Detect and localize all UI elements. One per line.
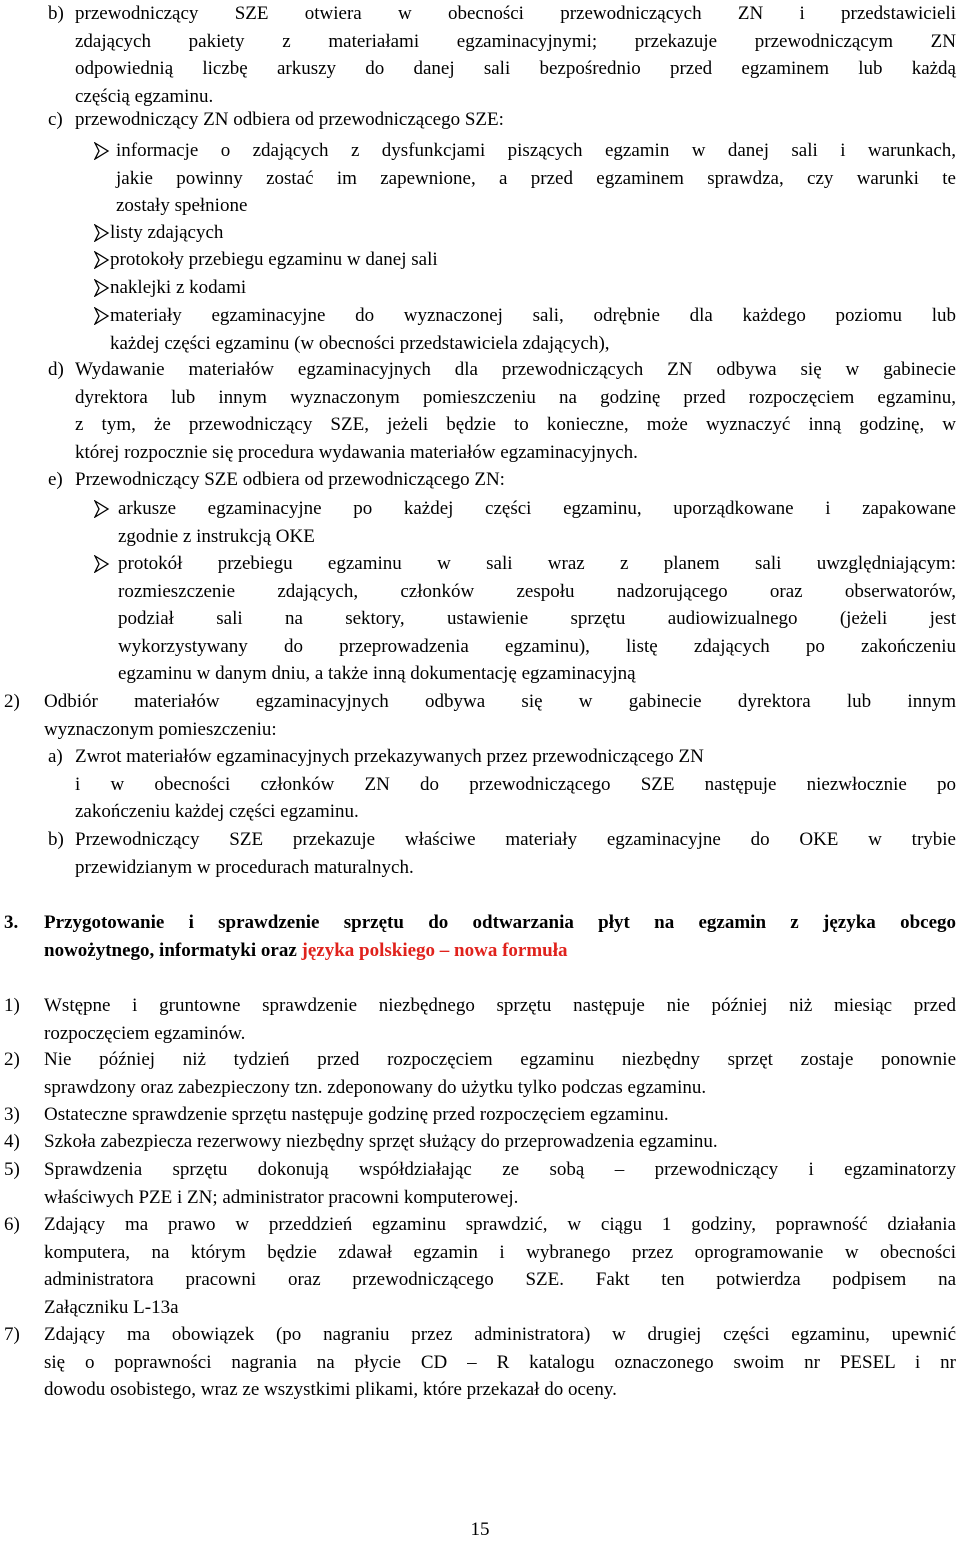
arrowhead-bullet-icon: [94, 555, 110, 573]
item-intro: Przewodniczący SZE odbiera od przewodniczącego ZN:: [75, 469, 505, 490]
paragraph-line: dowodu osobistego, wraz ze wszystkimi plikami, które przekazał do oceny.: [44, 1379, 617, 1400]
paragraph-line: Sprawdzenia sprzętu dokonują współdziałając ze sobą – przewodniczący i egzaminatorzy: [44, 1159, 956, 1180]
paragraph-line: rozpoczęciem egzaminów.: [44, 1022, 246, 1044]
section-title-line: [44, 937, 956, 965]
list-marker: 2): [4, 1049, 20, 1070]
list-marker: a): [48, 746, 63, 767]
paragraph-line: materiały egzaminacyjne do wyznaczonej sali, odrębnie dla każdego poziomu lub: [110, 305, 956, 326]
section-number: 3.: [4, 912, 19, 933]
paragraph-line: częścią egzaminu.: [75, 85, 214, 107]
paragraph-line: wyznaczonym pomieszczeniu:: [44, 718, 277, 740]
list-marker: 7): [4, 1324, 20, 1345]
paragraph-line: Przewodniczący SZE przekazuje właściwe materiały egzaminacyjne do OKE w trybie: [75, 829, 956, 850]
list-marker: 2): [4, 691, 20, 712]
paragraph-line: każdej części egzaminu (w obecności przedstawiciela zdających),: [110, 332, 610, 354]
paragraph-line: przewodniczący SZE otwiera w obecności przewodniczących ZN i przedstawicieli: [75, 3, 956, 24]
page-number: 15: [470, 1519, 490, 1540]
paragraph-line: arkusze egzaminacyjne po każdej części egzaminu, uporządkowane i zapakowane: [118, 498, 956, 519]
paragraph-line: wykorzystywany do przeprowadzenia egzaminu), listę zdających po zakończeniu: [118, 635, 956, 657]
list-marker: 4): [4, 1131, 20, 1152]
paragraph-line: Odbiór materiałów egzaminacyjnych odbywa się w gabinecie dyrektora lub innym: [44, 691, 956, 712]
paragraph-line: Zdający ma prawo w przeddzień egzaminu sprawdzić, w ciągu 1 godziny, poprawność działania: [44, 1214, 956, 1235]
paragraph-line: rozmieszczenie zdających, członków zespołu nadzorującego oraz obserwatorów,: [118, 580, 956, 602]
paragraph-line: administratora pracowni oraz przewodniczącego SZE. Fakt ten potwierdza podpisem na: [44, 1269, 956, 1290]
paragraph-line: komputera, na którym będzie zdawał egzamin i wybranego przez oprogramowanie w obecności: [44, 1241, 956, 1263]
list-marker: 3): [4, 1104, 20, 1125]
paragraph-line: Wstępne i gruntowne sprawdzenie niezbędnego sprzętu następuje nie później niż miesiąc przed: [44, 995, 956, 1016]
paragraph-line: zakończeniu każdej części egzaminu.: [75, 801, 359, 822]
paragraph-line: listy zdających: [110, 222, 224, 243]
paragraph-line: sprawdzony oraz zabezpieczony tzn. zdeponowany do użytku tylko podczas egzaminu.: [44, 1076, 707, 1098]
paragraph-line: Zdający ma obowiązek (po nagraniu przez administratora) w drugiej części egzaminu, upewnić: [44, 1324, 956, 1345]
arrowhead-bullet-icon: [94, 251, 110, 269]
arrowhead-bullet-icon: [94, 307, 110, 325]
list-marker: 5): [4, 1159, 20, 1180]
arrowhead-bullet-icon: [94, 279, 110, 297]
section-title-line: Przygotowanie i sprawdzenie sprzętu do odtwarzania płyt na egzamin z języka obcego: [44, 912, 956, 933]
paragraph-line: zgodnie z instrukcją OKE: [118, 525, 315, 547]
paragraph-line: Ostateczne sprawdzenie sprzętu następuje godzinę przed rozpoczęciem egzaminu.: [44, 1104, 669, 1125]
paragraph-line: z tym, że przewodniczący SZE, jeżeli będzie to konieczne, może wyznaczyć inną godzinę, w: [75, 414, 956, 435]
list-marker: 6): [4, 1214, 20, 1235]
paragraph-line: protokoły przebiegu egzaminu w danej sali: [110, 249, 438, 270]
paragraph-line: zdających pakiety z materiałami egzaminacyjnymi; przekazuje przewodniczącym ZN: [75, 30, 956, 52]
list-marker: e): [48, 469, 63, 490]
item-intro: przewodniczący ZN odbiera od przewodniczącego SZE:: [75, 109, 504, 130]
arrowhead-bullet-icon: [94, 224, 110, 242]
paragraph-line: zostały spełnione: [116, 195, 248, 216]
section-title-black: nowożytnego, informatyki oraz: [44, 939, 297, 961]
list-marker: d): [48, 359, 64, 380]
paragraph-line: egzaminu w danym dniu, a także inną dokumentację egzaminacyjną: [118, 663, 636, 684]
paragraph-line: naklejki z kodami: [110, 277, 247, 298]
list-marker: c): [48, 109, 63, 130]
paragraph-line: Załączniku L-13a: [44, 1296, 179, 1318]
paragraph-line: odpowiednią liczbę arkuszy do danej sali bezpośrednio przed egzaminem lub każdą: [75, 58, 956, 79]
list-marker: b): [48, 829, 64, 850]
paragraph-line: się o poprawności nagrania na płycie CD – R katalogu oznaczonego swoim nr PESEL i nr: [44, 1351, 956, 1373]
paragraph-line: podział sali na sektory, ustawienie sprzętu audiowizualnego (jeżeli jest: [118, 608, 956, 629]
paragraph-line: Nie później niż tydzień przed rozpoczęciem egzaminu niezbędny sprzęt zostaje ponownie: [44, 1049, 956, 1070]
paragraph-line: i w obecności członków ZN do przewodniczącego SZE następuje niezwłocznie po: [75, 773, 956, 795]
paragraph-line: Szkoła zabezpiecza rezerwowy niezbędny sprzęt służący do przeprowadzenia egzaminu.: [44, 1131, 718, 1152]
list-marker: b): [48, 3, 64, 24]
paragraph-line: informacje o zdających z dysfunkcjami piszących egzamin w danej sali i warunkach,: [116, 140, 956, 161]
paragraph-line: Zwrot materiałów egzaminacyjnych przekazywanych przez przewodniczącego ZN: [75, 746, 704, 767]
paragraph-line: Wydawanie materiałów egzaminacyjnych dla przewodniczących ZN odbywa się w gabinecie: [75, 359, 956, 380]
paragraph-line: przewidzianym w procedurach maturalnych.: [75, 856, 414, 878]
paragraph-line: której rozpocznie się procedura wydawania materiałów egzaminacyjnych.: [75, 441, 638, 463]
arrowhead-bullet-icon: [94, 500, 110, 518]
paragraph-line: protokół przebiegu egzaminu w sali wraz z planem sali uwzględniającym:: [118, 553, 956, 574]
paragraph-line: jakie powinny zostać im zapewnione, a przed egzaminem sprawdza, czy warunki te: [116, 167, 956, 189]
paragraph-line: właściwych PZE i ZN; administrator pracowni komputerowej.: [44, 1186, 519, 1208]
arrowhead-bullet-icon: [94, 142, 110, 160]
list-marker: 1): [4, 995, 20, 1016]
paragraph-line: dyrektora lub innym wyznaczonym pomieszczeniu na godzinę przed rozpoczęciem egzaminu,: [75, 386, 956, 408]
section-title-highlight: języka polskiego – nowa formuła: [301, 939, 568, 961]
